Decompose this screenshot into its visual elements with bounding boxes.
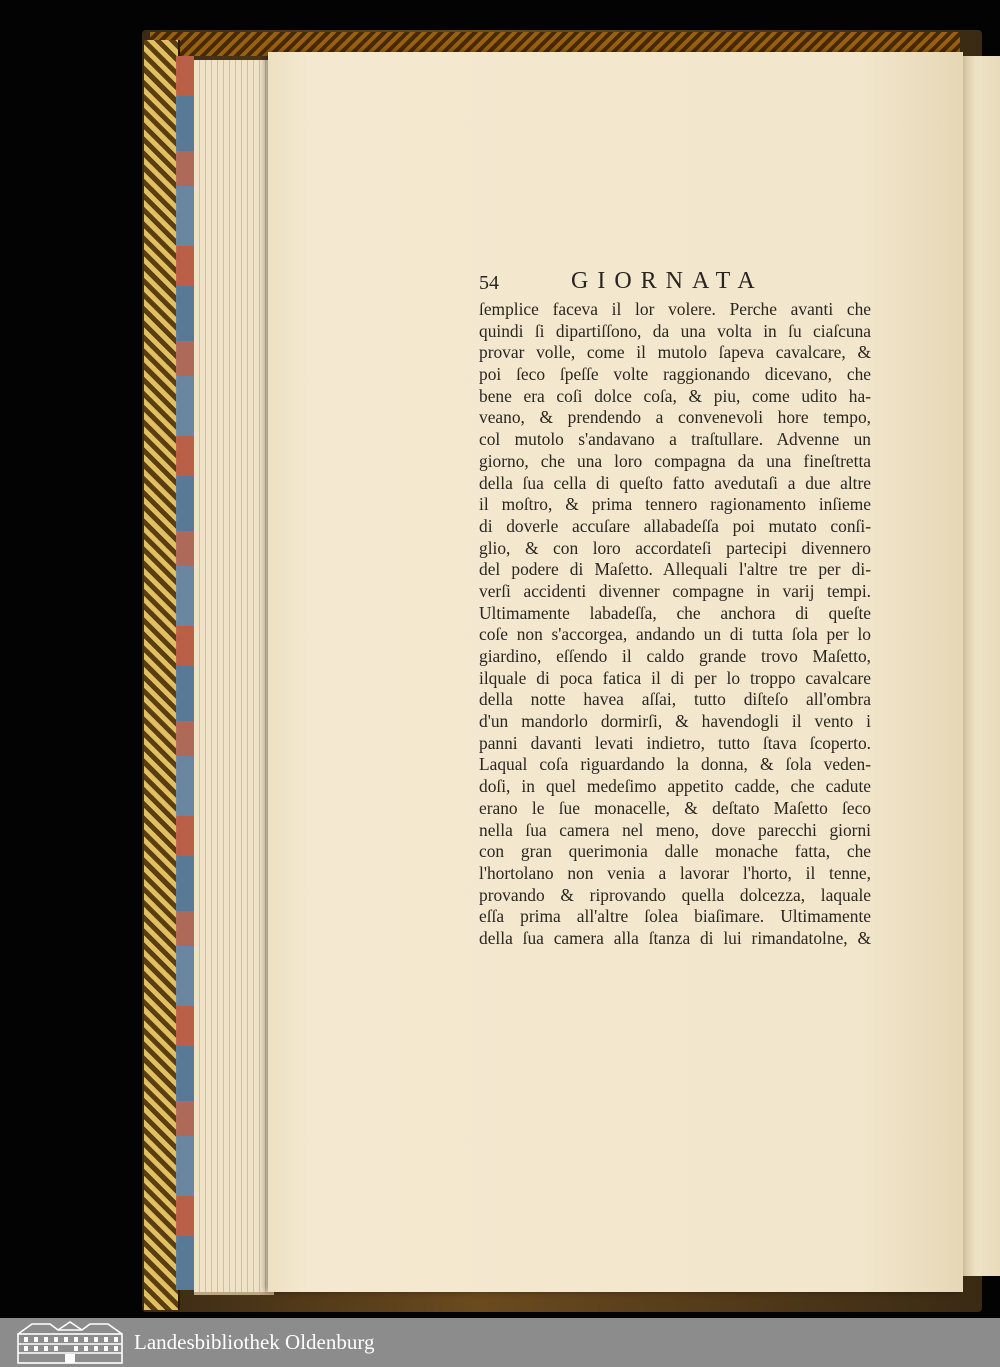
text-line: verſi accidenti divenner compagne in varij tempi. (479, 580, 871, 601)
facing-page-edge (960, 56, 1000, 1276)
text-line: bene era coſi dolce coſa, & piu, come udito ha- (479, 385, 871, 406)
text-line: della ſua cella di queſto fatto avedutaſi a due altre (479, 472, 871, 493)
text-line: della notte havea aſſai, tutto diſteſo all'ombra (479, 689, 871, 710)
running-title: GIORNATA (571, 268, 764, 294)
text-line: glio, & con loro accordateſi partecipi divennero (479, 537, 871, 558)
text-line: della ſua camera alla ſtanza di lui rimandatolne, & (479, 927, 871, 948)
text-line: di doverle accuſare allabadeſſa poi mutato conſi- (479, 515, 871, 536)
text-line: giorno, che una loro compagna da una fineſtretta (479, 450, 871, 471)
running-head (479, 268, 879, 298)
text-line: il moſtro, & prima tennero ragionamento inſieme (479, 494, 871, 515)
text-line: quindi ſi dipartiſſono, da una volta in ſu ciaſcuna (479, 320, 871, 341)
text-line: Laqual coſa riguardando la donna, & ſola veden- (479, 754, 871, 775)
text-line: coſe non s'accorgea, andando un di tutta ſola per lo (479, 624, 871, 645)
text-line: erano le ſue monacelle, & deſtato Maſetto ſeco (479, 797, 871, 818)
text-line: provando & riprovando quella dolcezza, laquale (479, 884, 871, 905)
text-line: doſi, in quel medeſimo appetito cadde, che cadute (479, 776, 871, 797)
text-line: eſſa prima all'altre ſolea biaſimare. Ultimamente (479, 906, 871, 927)
text-line: ilquale di poca fatica il di per lo troppo cavalcare (479, 667, 871, 688)
text-line: l'hortolano non venia a lavorar l'horto, il tenne, (479, 862, 871, 883)
library-footer (0, 1318, 1000, 1367)
page-edges (194, 60, 274, 1295)
text-line: veano, & prendendo a convenevoli hore tempo, (479, 407, 871, 428)
text-line: provar volle, come il mutolo ſapeva cavalcare, & (479, 342, 871, 363)
text-line: giardino, eſſendo il caldo grande trovo Maſetto, (479, 646, 871, 666)
marbled-endpaper (176, 56, 194, 1290)
text-line: panni davanti levati indietro, tutto ſtava ſcoperto. (479, 732, 871, 753)
library-name: Landesbibliothek Oldenburg (134, 1330, 375, 1354)
text-line: poi ſeco ſpeſſe volte raggionando dicevano, che (479, 364, 871, 385)
text-line: del podere di Maſetto. Allequali l'altre tre per di- (479, 559, 871, 580)
body-text (479, 299, 871, 950)
page-number: 54 (479, 272, 499, 294)
library-building-icon (14, 1320, 126, 1365)
text-line: col mutolo s'andavano a traſtullare. Advenne un (479, 429, 871, 450)
text-line: ſemplice faceva il lor volere. Perche avanti che (479, 299, 871, 319)
text-line: nella ſua camera nel meno, dove parecchi giorni (479, 819, 871, 840)
gilt-border-left (144, 40, 180, 1310)
text-line: Ultimamente labadeſſa, che anchora di queſte (479, 602, 871, 623)
text-line: d'un mandorlo dormirſi, & havendogli il vento i (479, 711, 871, 732)
text-line: con gran querimonia dalle monache fatta, che (479, 841, 871, 862)
